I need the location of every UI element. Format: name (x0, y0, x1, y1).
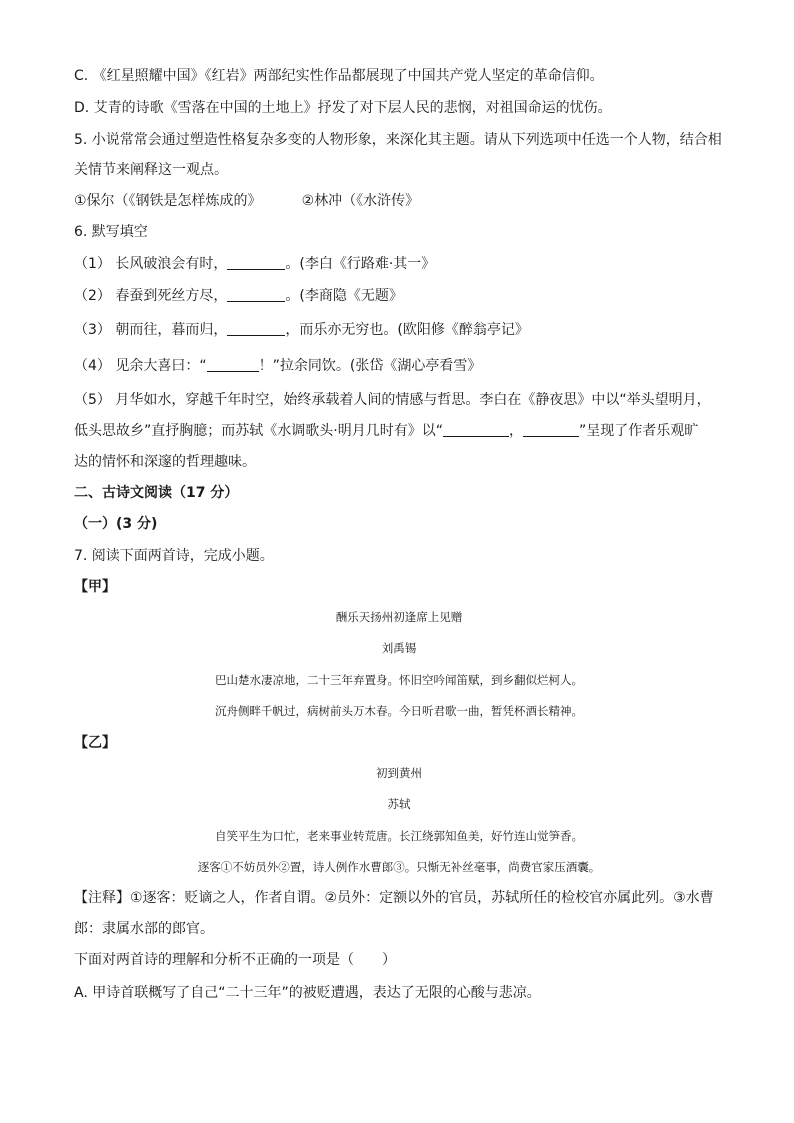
question-7-stem: 7. 阅读下面两首诗，完成小题。 (74, 548, 274, 564)
poem-a-author: 刘禹锡 (381, 641, 417, 655)
item-text: ”呈现了作者乐观旷 (578, 423, 699, 439)
item-text: 见余大喜曰：“ (115, 358, 207, 374)
item-text: 春蚕到死丝方尽， (115, 288, 228, 304)
option-linchong: ②林冲（《水浒传》 (301, 193, 420, 209)
poem-b-tag: 【乙】 (74, 735, 116, 751)
answer-blank[interactable] (207, 357, 259, 372)
poem-b-line2: 逐客①不妨员外②置，诗人例作水曹郎③。只惭无补丝毫事，尚费官家压酒囊。 (197, 860, 601, 874)
answer-blank[interactable] (227, 287, 285, 302)
item-number: （2） (74, 288, 111, 304)
question-5-stem-line1: 5. 小说常常会通过塑造性格复杂多变的人物形象，来深化其主题。请从下列选项中任选一个人物，结合相 (74, 132, 722, 148)
section-title: 二、古诗文阅读（17 分） (74, 485, 239, 501)
item-text: 月华如水，穿越千年时空，始终承载着人间的情感与哲思。李白在《静夜思》中以“举头望明月， (115, 392, 711, 408)
option-a: A. 甲诗首联概写了自己“二十三年”的被贬遭遇，表达了无限的心酸与悲凉。 (74, 985, 541, 1001)
fill-item-4 (74, 356, 724, 376)
question-7-substem: 下面对两首诗的理解和分析不正确的一项是（ ） (74, 952, 396, 968)
item-text: 朝而往，暮而归， (115, 322, 228, 338)
poem-b-author: 苏轼 (387, 797, 411, 811)
item-text: 低头思故乡”直抒胸臆；而苏轼《水调歌头·明月几时有》以“ (74, 423, 443, 439)
annotation-line1: 【注释】①逐客：贬谪之人，作者自谓。②员外：定额以外的官员，苏轼所任的检校官亦属此列。③水曹 (74, 890, 714, 906)
option-baoer: ①保尔（《钢铁是怎样炼成的》 (74, 193, 262, 209)
fill-item-2 (74, 286, 724, 306)
answer-blank[interactable] (227, 255, 285, 270)
poem-a-tag: 【甲】 (74, 579, 116, 595)
item-number: （5） (74, 392, 111, 408)
answer-blank[interactable] (523, 422, 579, 437)
item-number: （4） (74, 358, 111, 374)
fill-item-5-line1 (74, 390, 724, 410)
fill-item-5-line2 (74, 421, 724, 441)
item-number: （3） (74, 322, 111, 338)
item-source: ，而乐亦无穷也。(欧阳修《醉翁亭记》 (285, 322, 529, 338)
fill-item-5-line3: 达的情怀和深邃的哲理趣味。 (74, 454, 256, 470)
item-source: 。(李白《行路难·其一》 (285, 256, 436, 272)
question-5-options (74, 191, 724, 211)
question-6-title: 6. 默写填空 (74, 224, 148, 240)
fill-item-1 (74, 254, 724, 274)
subsection-title: （一）(3 分) (74, 516, 158, 532)
item-source: 。(李商隐《无题》 (285, 288, 403, 304)
answer-blank[interactable] (443, 422, 509, 437)
option-d: D. 艾青的诗歌《雪落在中国的土地上》抒发了对下层人民的悲悯，对祖国命运的忧伤。 (74, 100, 612, 116)
fill-item-3 (74, 320, 724, 340)
poem-b-line1: 自笑平生为口忙，老来事业转荒唐。长江绕郭知鱼美，好竹连山觉笋香。 (215, 829, 583, 843)
item-source: ”拉余同饮。(张岱《湖心亭看雪》 (272, 358, 482, 374)
question-5-stem-line2: 关情节来阐释这一观点。 (74, 162, 228, 178)
poem-b-title: 初到黄州 (376, 766, 422, 780)
poem-a-line1: 巴山楚水凄凉地，二十三年弃置身。怀旧空吟闻笛赋，到乡翻似烂柯人。 (215, 673, 583, 687)
option-c: C. 《红星照耀中国》《红岩》两部纪实性作品都展现了中国共产党人坚定的革命信仰。 (74, 68, 604, 84)
item-text: 长风破浪会有时， (115, 256, 228, 272)
answer-blank[interactable] (227, 321, 285, 336)
poem-a-title: 酬乐天扬州初逢席上见赠 (335, 610, 463, 624)
comma: ， (508, 423, 523, 439)
item-number: （1） (74, 256, 111, 272)
annotation-line2: 郎：隶属水部的郎官。 (74, 921, 214, 937)
poem-a-line2: 沉舟侧畔千帆过，病树前头万木春。今日听君歌一曲，暂凭杯酒长精神。 (215, 704, 583, 718)
exclamation-mark: ！ (258, 358, 273, 374)
